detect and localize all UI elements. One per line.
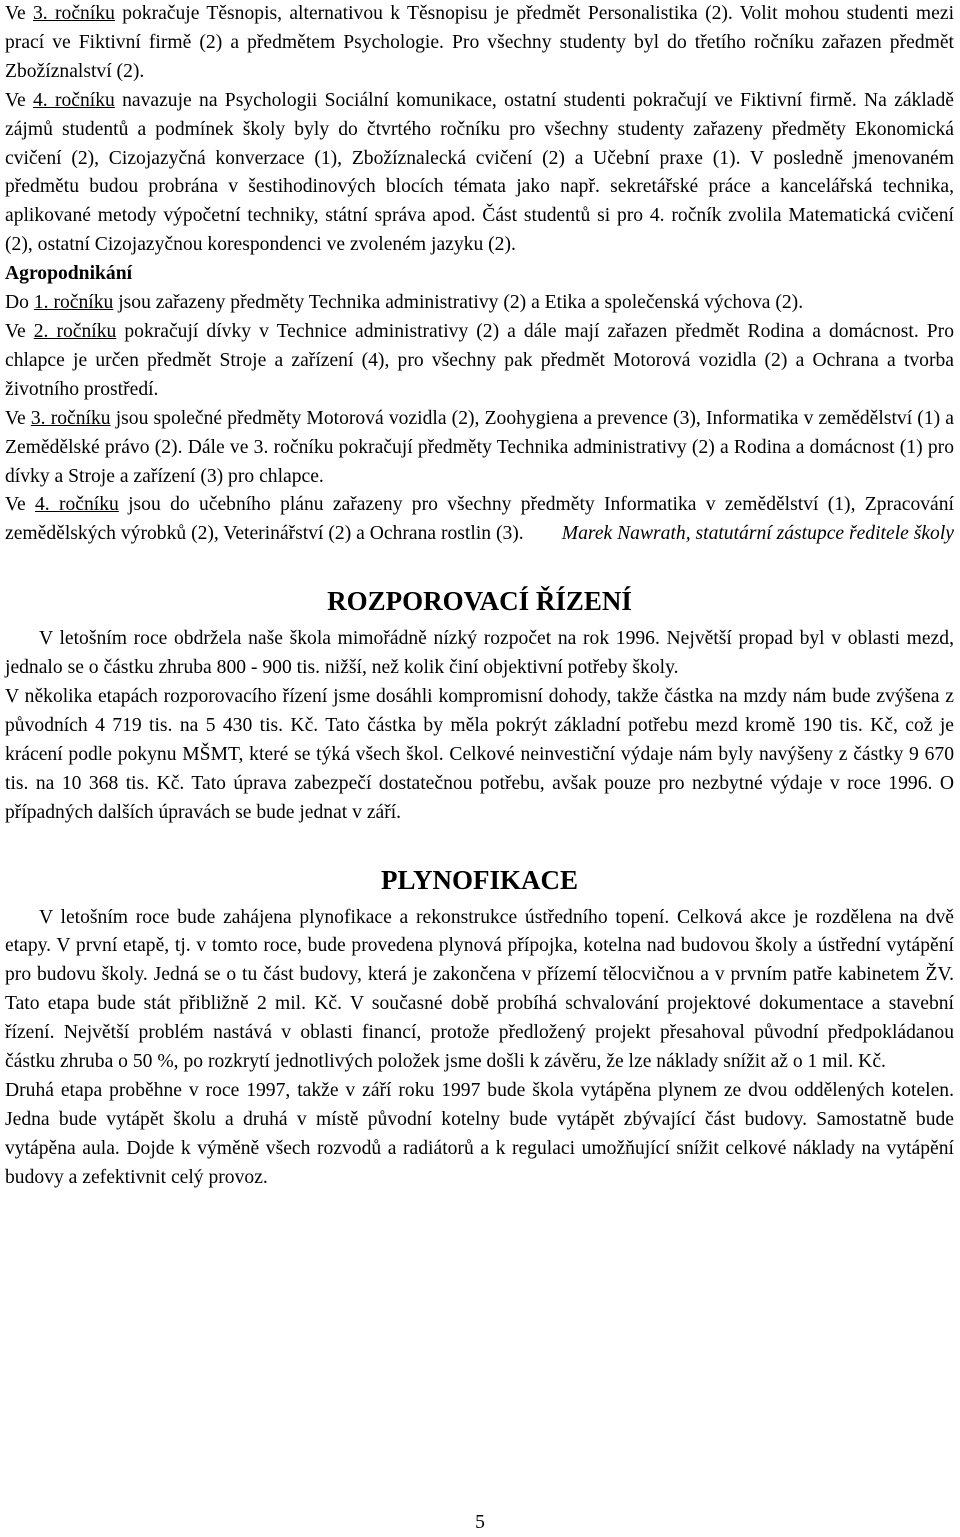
text: jsou do učebního plánu zařazeny pro všechny předměty Informatika v zemědělství (1), Zpracování zemědělských výrobků (2), Veterinářství (2) a Ochrana rostlin (3).: [5, 494, 954, 545]
paragraph-gas-2: Druhá etapa proběhne v roce 1997, takže v září roku 1997 bude škola vytápěna plynem ze dvou oddělených kotelen. Jedna bude vytápět školu a druhá v místě původní kotelny bude vytápět zbývající část budovy. Samostatně bude vytápěna aula. Dojde k výměně všech rozvodů a radiátorů a k regulaci umožňující snížit celkové náklady na vytápění budovy a zefektivnit celý provoz.: [5, 1080, 954, 1188]
text: Ve: [5, 407, 31, 429]
text: jsou společné předměty Motorová vozidla (2), Zoohygiena a prevence (3), Informatika v zemědělství (1) a Zemědělské právo (2). Dále ve 3. ročníku pokračují předměty Technika administrativy (2) a Rodina a domácnost (1) pro dívky a Stroje a zařízení (3) pro chlapce.: [5, 407, 954, 487]
section-title-plynofikace: PLYNOFIKACE: [380, 864, 579, 895]
paragraph-fourth-year: [5, 87, 954, 260]
text: Ve: [5, 320, 34, 342]
text: pokračuje Těsnopis, alternativou k Těsnopisu je předmět Personalistika (2). Volit mohou studenti mezi prací ve Fiktivní firmě (2) a předmětem Psychologie. Pro všechny studenty byl do třetího ročníku zařazen předmět Zbožíznalství (2).: [5, 3, 955, 82]
text: Ve: [5, 3, 33, 24]
paragraph-budget-2: V několika etapách rozporovacího řízení jsme dosáhli kompromisní dohody, takže částka na mzdy nám bude zvýšena z původních 4 719 tis. na 5 430 tis. Kč. Tato částka by měla pokrýt základní potřebu mezd kromě 190 tis. Kč, což je krácení podle pokynu MŠMT, které se týká všech škol. Celkové neinvestiční výdaje nám byly navýšeny z částky 9 670 tis. na 10 368 tis. Kč. Tato úprava zabezpečí dostatečnou potřebu, avšak pouze pro nezbytné výdaje v roce 1996. O případných dalších úpravách se bude jednat v září.: [5, 686, 954, 823]
paragraph-gas-1: V letošním roce bude zahájena plynofikace a rekonstrukce ústředního topení. Celková akce je rozdělena na dvě etapy. V první etapě, tj. v tomto roce, bude provedena plynová přípojka, kotelna nad budovou školy a ústřední vytápění pro budovu školy. Jedná se o tu část budovy, která je zakončena v přízemí tělocvičnou a v prvním patře kabinetem ŽV. Tato etapa bude stát přibližně 2 mil. Kč. V současné době probíhá schvalování projektové dokumentace a stavební řízení. Největší problém nastává v oblasti financí, protože předložený projekt přesahoval původní předpokládanou částku zhruba o 50 %, po rozkrytí jednotlivých položek jsme došli k závěru, že lze náklady snížit až o 1 mil. Kč.: [5, 906, 954, 1073]
subheading-agropodnikani: Agropodnikání: [5, 263, 133, 285]
paragraph-agro-fourth-year: [5, 491, 954, 549]
paragraph-agro-third-year: [5, 405, 954, 492]
text: jsou zařazeny předměty Technika administrativy (2) a Etika a společenská výchova (2).: [113, 292, 804, 314]
text: Ve: [5, 494, 35, 516]
text: Do: [5, 292, 34, 314]
text: navazuje na Psychologii Sociální komunikace, ostatní studenti pokračují ve Fiktivní firmě. Na základě zájmů studentů a podmínek školy byly do čtvrtého ročníku pro všechny studenty zařazeny předměty Ekonomická cvičení (2), Cizojazyčná konverzace (1), Zbožíznalecká cvičení (2) a Učební praxe (1). V posledně jmenovaném předmětu budou probrána v šestihodinových blocích témata jako např. sekretářské práce a kancelářská technika, aplikované metody výpočetní techniky, státní správa apod. Část studentů si pro 4. ročník zvolila Matematická cvičení (2), ostatní Cizojazyčnou korespondenci ve zvoleném jazyku (2).: [5, 89, 954, 256]
underlined-year: 4. ročníku: [32, 89, 115, 111]
paragraph-budget-1: V letošním roce obdržela naše škola mimořádně nízký rozpočet na rok 1996. Největší propad byl v oblasti mezd, jednalo se o částku zhruba 800 - 900 tis. nižší, než kolik činí objektivní potřeby školy.: [5, 628, 954, 679]
section-title-rozporovaci-rizeni: ROZPOROVACÍ ŘÍZENÍ: [327, 586, 632, 617]
page-number: 5: [475, 1512, 485, 1533]
text: pokračují dívky v Technice administrativy (2) a dále mají zařazen předmět Rodina a domácnost. Pro chlapce je určen předmět Stroje a zařízení (4), pro všechny pak předmět Motorová vozidla (2) a Ochrana a tvorba životního prostředí.: [5, 320, 954, 400]
paragraph-agro-first-year: [5, 289, 954, 318]
text: Ve: [5, 89, 33, 111]
paragraph-agro-second-year: [5, 318, 954, 405]
underlined-year: 3. ročníku: [33, 3, 115, 24]
underlined-year: 3. ročníku: [30, 407, 111, 429]
underlined-year: 2. ročníku: [33, 320, 117, 342]
underlined-year: 4. ročníku: [34, 494, 119, 516]
underlined-year: 1. ročníku: [33, 292, 114, 314]
signature: Marek Nawrath, statutární zástupce ředitele školy: [561, 523, 954, 545]
paragraph-third-year: [5, 0, 954, 87]
